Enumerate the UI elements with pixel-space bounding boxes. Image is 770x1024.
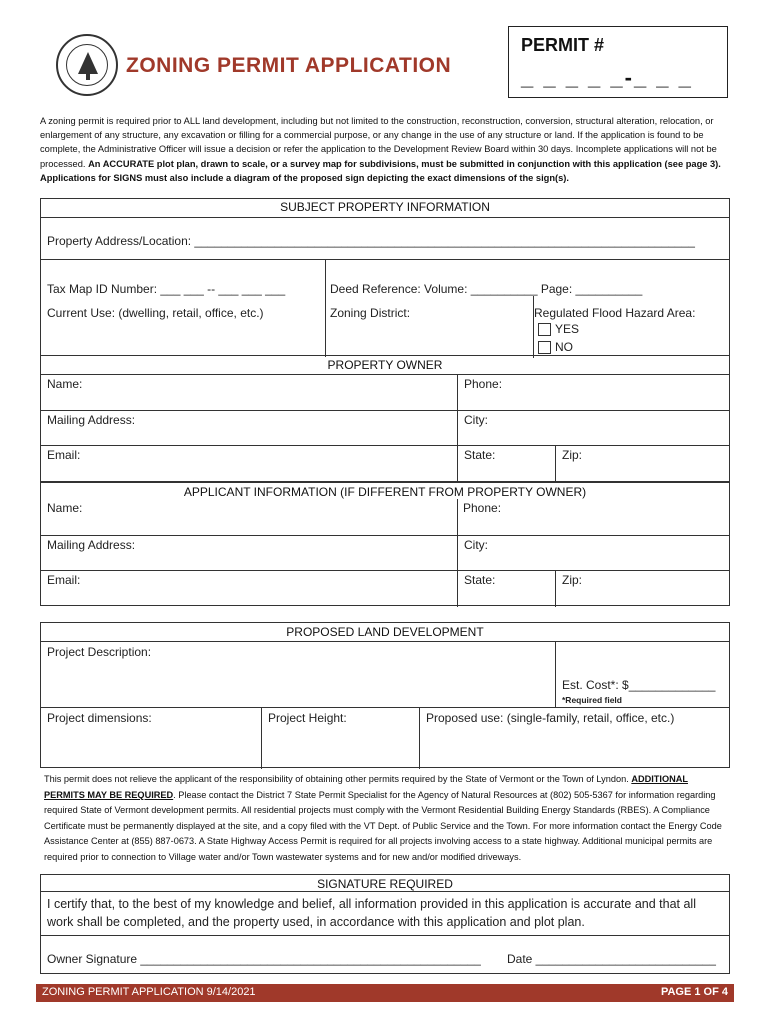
owner-zip-field[interactable]: Zip:: [562, 448, 583, 462]
land-development-header: PROPOSED LAND DEVELOPMENT: [286, 625, 484, 639]
flood-no-checkbox[interactable]: [538, 341, 551, 354]
flood-no-option[interactable]: NO: [538, 340, 573, 354]
required-field-note: *Required field: [562, 695, 622, 705]
owner-email-field[interactable]: Email:: [47, 448, 81, 462]
notes-text-1: This permit does not relieve the applicant of the responsibility of obtaining other permits required by the State of Vermont or the Town of Lyndon.: [44, 774, 629, 784]
zoning-district-field[interactable]: Zoning District:: [330, 306, 411, 320]
permit-number-field[interactable]: _ _ _ _ _-_ _ _: [521, 65, 693, 90]
intro-bold-text: An ACCURATE plot plan, drawn to scale, or a survey map for subdivisions, must be submitted in conjunction with this application (see page 3). Applications for SIGNS must also include a diagram of the proposed sign depicting the exact dimensions of the sign(s).: [40, 158, 721, 183]
tax-map-row: [41, 259, 729, 357]
applicant-state-field[interactable]: State:: [464, 573, 496, 587]
applicant-header: APPLICANT INFORMATION (IF DIFFERENT FROM PROPERTY OWNER): [183, 485, 587, 499]
signature-date-field[interactable]: Date ___________________________: [507, 952, 716, 966]
current-use-field[interactable]: Current Use: (dwelling, retail, office, etc.): [47, 306, 264, 320]
permit-notes: [44, 772, 724, 866]
flood-hazard-label: Regulated Flood Hazard Area:: [534, 306, 696, 320]
property-owner-section: [40, 356, 730, 482]
flood-yes-option[interactable]: YES: [538, 322, 579, 336]
intro-text: A zoning permit is required prior to ALL land development, including but not limited to the construction, reconstruction, conversion, structural alteration, relocation, or enlargement of any structure, any excavation or filling for a commercial purpose, or any change in the use of any structure or land. If the application is found to be complete, the Administrative Officer will issue a decision or refer the application to the Development Review Board within 30 days. Incomplete applications will not be processed.: [40, 116, 717, 169]
additional-permits-note: ADDITIONAL PERMITS MAY BE REQUIRED: [44, 774, 688, 800]
signature-section: [40, 874, 730, 974]
deed-reference-field[interactable]: Deed Reference: Volume: __________ Page: __________: [330, 282, 643, 296]
owner-city-field[interactable]: City:: [464, 413, 488, 427]
applicant-city-field[interactable]: City:: [464, 538, 488, 552]
applicant-name-field[interactable]: Name:: [47, 501, 83, 515]
certification-statement: I certify that, to the best of my knowledge and belief, all information provided in this application is accurate and that all work shall be completed, and the property used, in accordance with this application and plot plan.: [47, 897, 696, 929]
owner-state-field[interactable]: State:: [464, 448, 496, 462]
land-development-section: [40, 622, 730, 768]
project-dimensions-field[interactable]: Project dimensions:: [47, 711, 152, 725]
owner-mailing-field[interactable]: Mailing Address:: [47, 413, 136, 427]
flood-yes-checkbox[interactable]: [538, 323, 551, 336]
applicant-phone-field[interactable]: Phone:: [463, 501, 502, 515]
page-number: PAGE 1 OF 4: [660, 986, 728, 998]
applicant-section: [40, 482, 730, 606]
owner-phone-field[interactable]: Phone:: [464, 377, 503, 391]
project-description-field[interactable]: Project Description:: [47, 645, 152, 659]
applicant-email-field[interactable]: Email:: [47, 573, 81, 587]
owner-name-field[interactable]: Name:: [47, 377, 83, 391]
property-address-field[interactable]: Property Address/Location: ___________________________________________________________________________: [47, 234, 695, 248]
permit-number-box: [508, 26, 728, 98]
page-footer: [36, 984, 734, 1002]
notes-text-2: . Please contact the District 7 State Permit Specialist for the Agency of Natural Resources at (802) 505-5367 for information regarding required State of Vermont development permits. All residential projects must comply with the Vermont Residential Building Energy Standards (RBES). A Compliance Certificate must be permanently displayed at the site, and a copy filed with the VT Dept. of Public Service and the Town. For more information contact the Energy Code Assistance Center at (855) 887-0673. A State Highway Access Permit is required for all projects involving access to a state highway. Additional municipal permits are required prior to connection to Village water and/or Town wastewater systems and for new and/or modified driveways.: [44, 789, 722, 862]
tax-map-field[interactable]: Tax Map ID Number: ___ ___ -- ___ ___ ___: [47, 282, 286, 296]
owner-signature-field[interactable]: Owner Signature ___________________________________________________: [47, 952, 481, 966]
town-seal: [56, 34, 118, 96]
page-title: ZONING PERMIT APPLICATION: [126, 54, 452, 77]
subject-property-section: [40, 198, 730, 356]
permit-label: PERMIT #: [521, 35, 605, 55]
subject-property-header: SUBJECT PROPERTY INFORMATION: [280, 200, 490, 214]
proposed-use-field[interactable]: Proposed use: (single-family, retail, office, etc.): [426, 711, 675, 725]
signature-header: SIGNATURE REQUIRED: [317, 877, 453, 891]
footer-title: ZONING PERMIT APPLICATION 9/14/2021: [42, 986, 256, 998]
est-cost-field[interactable]: Est. Cost*: $_____________: [562, 678, 716, 692]
intro-paragraph: [40, 114, 730, 185]
address-row: [41, 217, 729, 259]
applicant-zip-field[interactable]: Zip:: [562, 573, 583, 587]
applicant-mailing-field[interactable]: Mailing Address:: [47, 538, 136, 552]
property-owner-header: PROPERTY OWNER: [327, 358, 443, 372]
project-height-field[interactable]: Project Height:: [268, 711, 347, 725]
